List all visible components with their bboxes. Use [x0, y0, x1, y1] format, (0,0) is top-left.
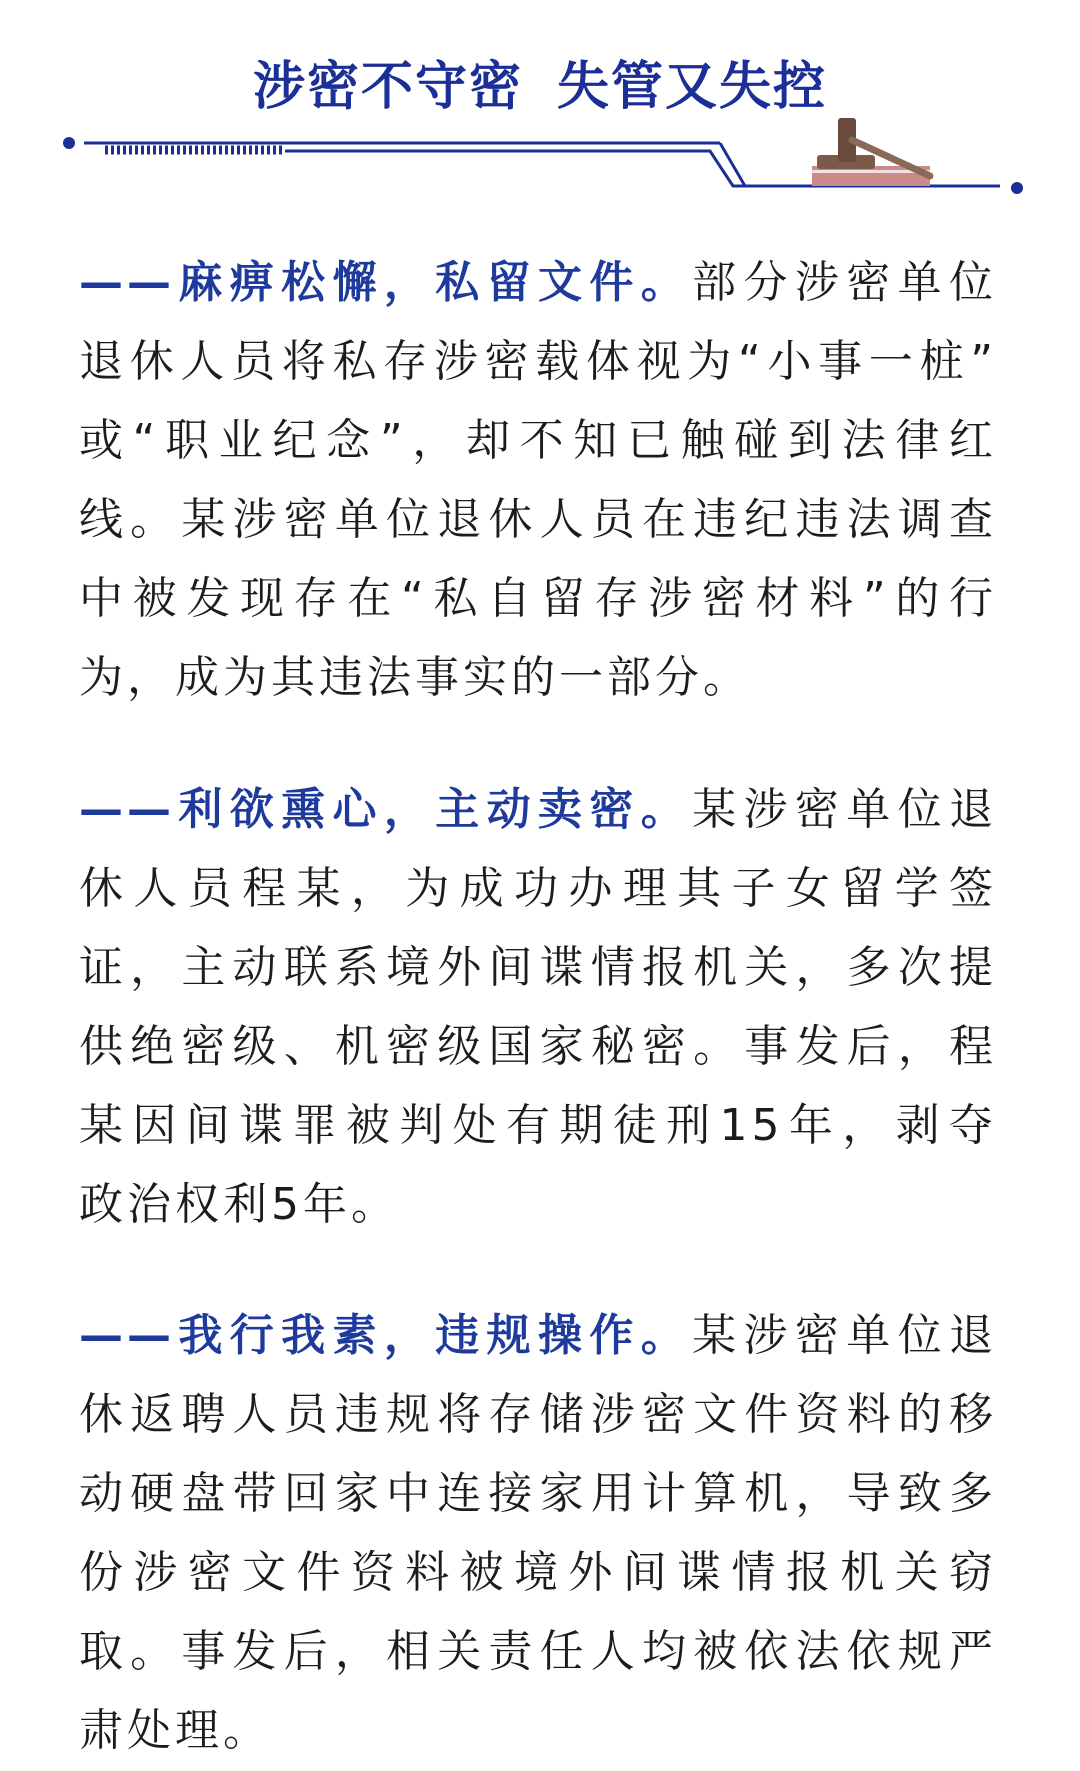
paragraph-line: 肃处理。 [79, 1705, 271, 1756]
paragraph-line: 供绝密级、机密级国家秘密。事发后，程 [79, 1021, 997, 1072]
paragraph-line: 为，成为其违法事实的一部分。 [79, 652, 751, 703]
paragraph-line: 休返聘人员违规将存储涉密文件资料的移 [79, 1389, 997, 1440]
paragraph-line: 证，主动联系境外间谍情报机关，多次提 [79, 942, 997, 993]
paragraph-line: 中被发现存在“私自留存涉密材料”的行 [79, 573, 997, 624]
paragraph-heading: ——利欲熏心，主动卖密。 [79, 784, 693, 835]
paragraph-line: ——麻痹松懈，私留文件。部分涉密单位 [79, 257, 997, 308]
paragraph-3 [79, 1296, 997, 1770]
paragraph-line: 休人员程某，为成功办理其子女留学签 [79, 863, 997, 914]
paragraph-line: ——我行我素，违规操作。某涉密单位退 [79, 1310, 997, 1361]
paragraph-line: 或“职业纪念”，却不知已触碰到法律红 [79, 415, 997, 466]
paragraph-heading: ——麻痹松懈，私留文件。 [79, 257, 693, 308]
paragraph-line: 线。某涉密单位退休人员在违纪违法调查 [79, 494, 997, 545]
paragraph-1 [79, 243, 997, 717]
title-divider-decoration [0, 100, 1080, 210]
paragraph-line: 退休人员将私存涉密载体视为“小事一桩” [79, 336, 997, 387]
paragraph-line: 动硬盘带回家中连接家用计算机，导致多 [79, 1468, 997, 1519]
paragraph-line: 份涉密文件资料被境外间谍情报机关窃 [79, 1547, 997, 1598]
paragraph-2 [79, 770, 997, 1244]
paragraph-line: 政治权利5年。 [79, 1179, 399, 1230]
paragraph-line: 取。事发后，相关责任人均被依法依规严 [79, 1626, 997, 1677]
paragraph-line: 某因间谍罪被判处有期徒刑15年，剥夺 [79, 1100, 997, 1151]
paragraph-line: ——利欲熏心，主动卖密。某涉密单位退 [79, 784, 997, 835]
page-title: 涉密不守密 失管又失控 [252, 57, 828, 117]
paragraph-heading: ——我行我素，违规操作。 [79, 1310, 693, 1361]
gavel-icon [812, 118, 930, 186]
